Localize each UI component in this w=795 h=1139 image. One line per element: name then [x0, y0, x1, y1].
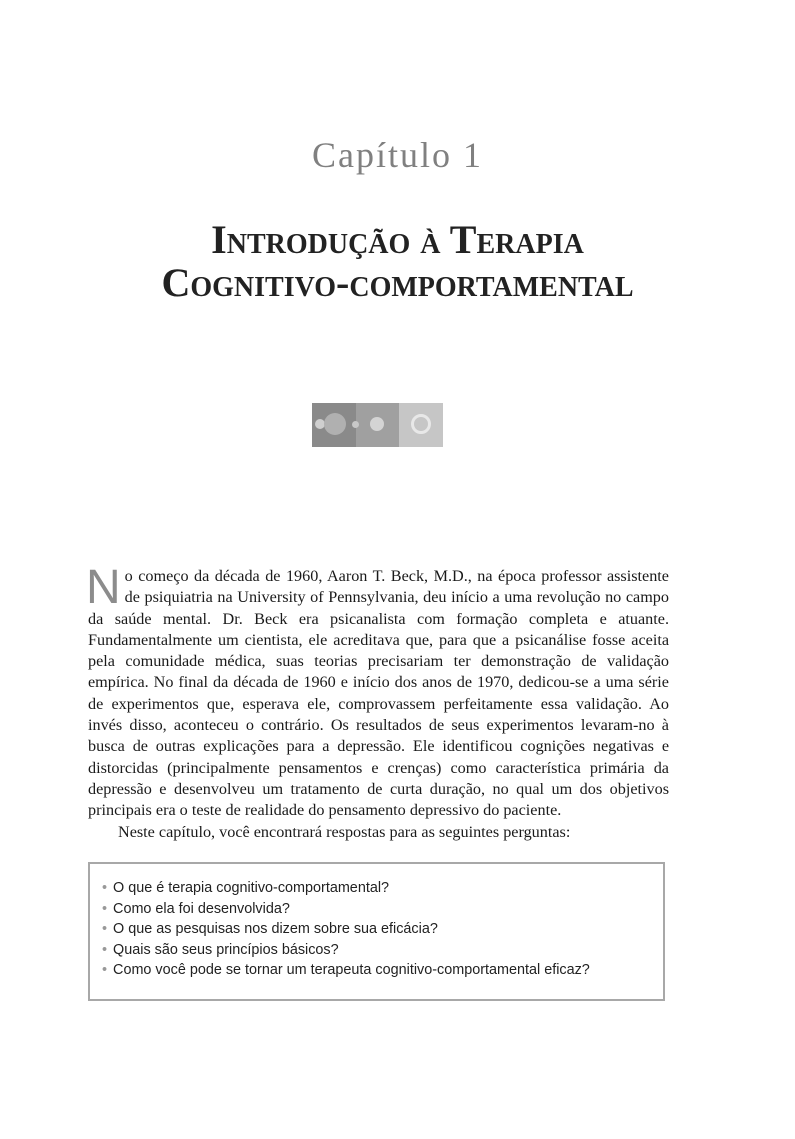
question-text: O que as pesquisas nos dizem sobre sua eficácia?: [113, 921, 438, 937]
list-item: [102, 878, 663, 899]
drop-cap: N: [86, 561, 121, 614]
ornament-segment-2: [356, 403, 400, 447]
ornament-segment-3: [399, 403, 443, 447]
list-item: [102, 960, 663, 981]
body-text: [86, 561, 669, 843]
question-text: O que é terapia cognitivo-comportamental?: [113, 880, 390, 896]
bullet-icon: •: [102, 900, 108, 917]
chapter-title: [0, 218, 795, 304]
intro-paragraph: [86, 561, 669, 822]
list-item: [102, 940, 663, 961]
questions-list: [90, 864, 663, 981]
bullet-icon: •: [102, 880, 108, 896]
questions-intro: Neste capítulo, você encontrará respostas para as seguintes perguntas:: [118, 822, 571, 841]
list-item: [102, 899, 663, 920]
intro-paragraph-text: o começo da década de 1960, Aaron T. Beck, M.D., na época professor assistente de psiquiatria na University of Pennsylvania, deu início a uma revolução no campo da saúde mental. Dr. Beck era psicanalista com formação completa e atuante. Fundamentalmente um cientista, ele acreditava que, para que a psicanálise fosse aceita pela comunidade médica, suas teorias precisariam ter demonstração de validação empírica. No final da década de 1960 e início dos anos de 1970, dedicou-se a uma série de experimentos que, esperava ele, comprovassem perfeitamente essa validação. Ao invés disso, aconteceu o contrário. Os resultados de seus experimentos levaram-no à busca de outras explicações para a depressão. Ele identificou cognições negativas e distorcidas (principalmente pensamentos e crenças) como característica primária da depressão e desenvolveu um tratamento de curta duração, no qual um dos objetivos principais era o teste de realidade do pensamento depressivo do paciente.: [88, 567, 669, 820]
chapter-title-line-1: Introdução à Terapia: [211, 217, 584, 262]
ornament-circle-icon: [370, 417, 384, 431]
bullet-icon: •: [102, 941, 108, 958]
question-text: Como você pode se tornar um terapeuta cognitivo-comportamental eficaz?: [113, 962, 590, 978]
question-text: Quais são seus princípios básicos?: [113, 941, 339, 958]
list-item: [102, 919, 663, 940]
questions-box: [88, 862, 665, 1001]
ornament-circle-icon: [324, 413, 346, 435]
chapter-title-line-2: Cognitivo-comportamental: [161, 260, 634, 305]
decorative-ornament: [312, 403, 443, 447]
ornament-ring-icon: [411, 414, 431, 434]
ornament-segment-1: [312, 403, 356, 447]
chapter-label: Capítulo 1: [312, 135, 483, 175]
bullet-icon: •: [102, 921, 108, 937]
ornament-dot-icon: [352, 421, 359, 428]
question-text: Como ela foi desenvolvida?: [113, 900, 290, 917]
bullet-icon: •: [102, 962, 108, 978]
